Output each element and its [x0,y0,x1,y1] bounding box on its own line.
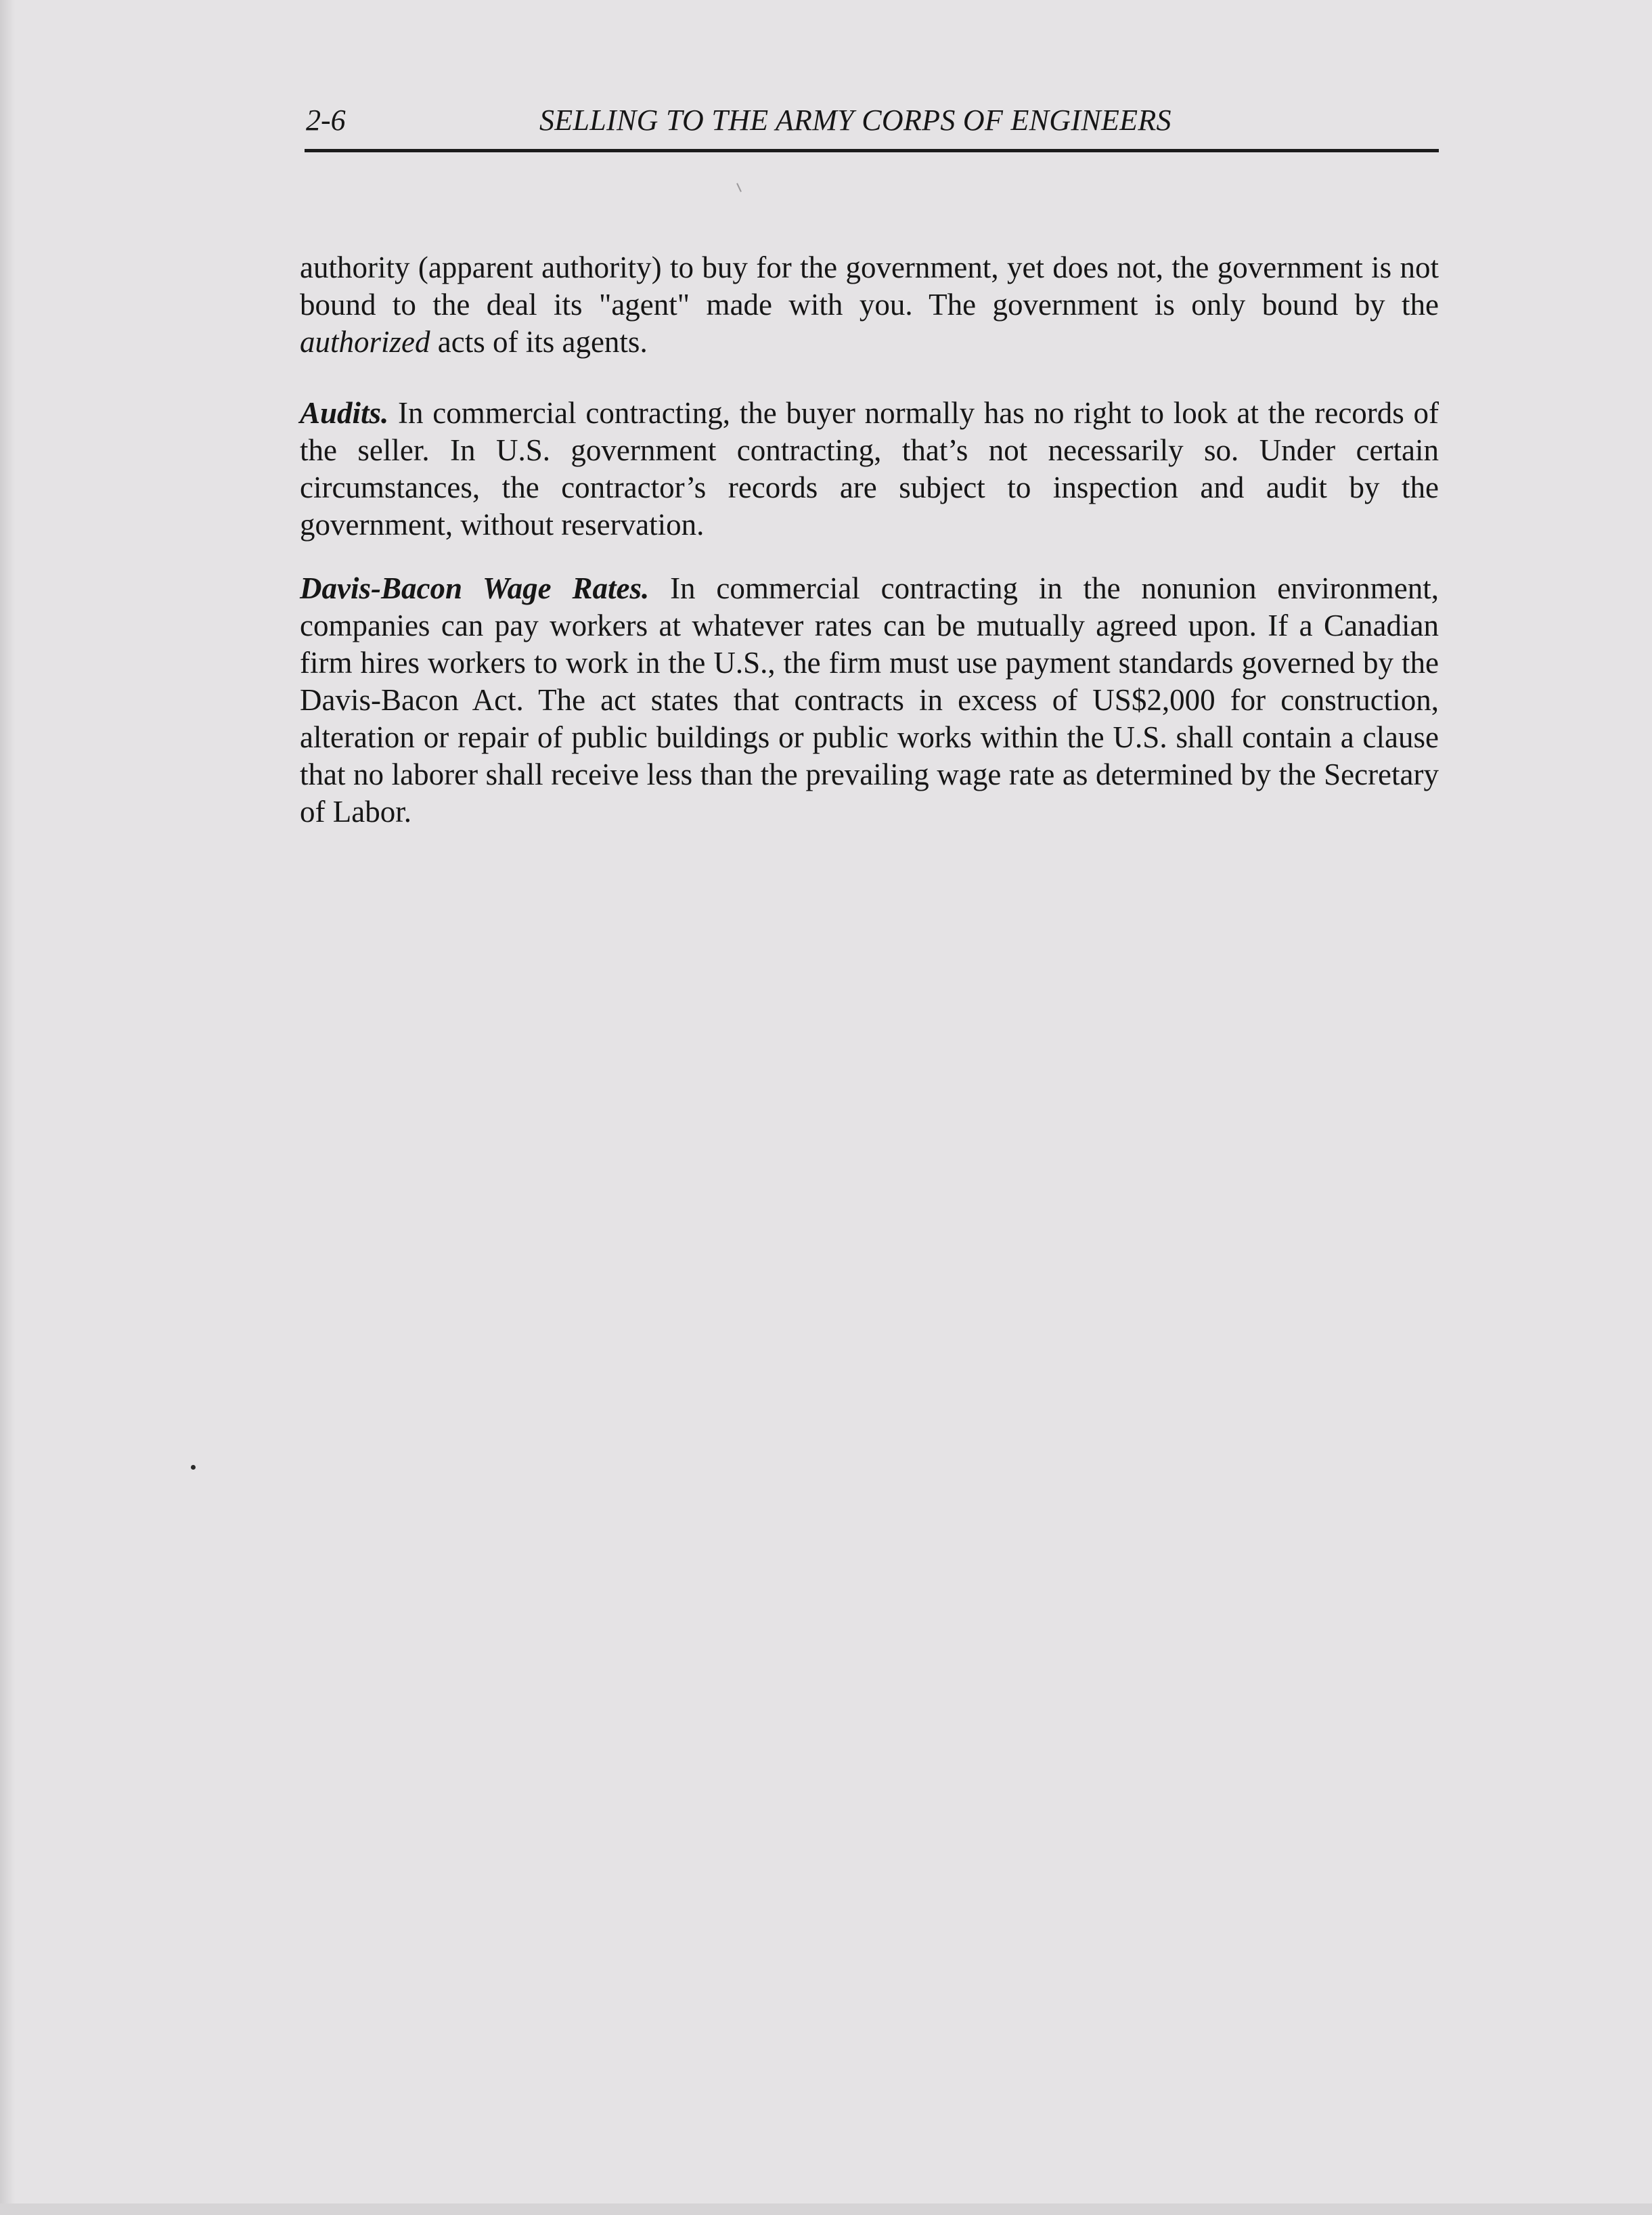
page-bottom-edge [0,2203,1652,2215]
paragraph-authority [300,249,1439,361]
paragraph-audits [300,395,1439,544]
paragraph-text: authority (apparent authority) to buy for the government, yet does not, the government is not bound to the deal its "agent" made with you. The government is only bound by the [300,250,1439,322]
paragraph-heading: Audits. [300,396,389,430]
running-head: SELLING TO THE ARMY CORPS OF ENGINEERS [539,104,1171,137]
stray-mark [736,183,742,192]
page-header [305,99,1439,152]
stray-dot [191,1465,196,1470]
paragraph-davis-bacon [300,570,1439,831]
paragraph-text: In commercial contracting, the buyer normally has no right to look at the records of the seller. In U.S. government contracting, that’s not necessarily so. Under certain circumstances, the contractor’s records are subject to inspection and audit by the government, without reservation. [300,396,1439,542]
page-number: 2-6 [306,104,346,137]
page-left-edge [0,0,15,2215]
paragraph-text: In commercial contracting in the nonunion environment, companies can pay workers at whatever rates can be mutually agreed upon. If a Canadian firm hires workers to work in the U.S., the firm must use payment standards governed by the Davis-Bacon Act. The act states that contracts in excess of US$2,000 for construction, alteration or repair of public buildings or public works within the U.S. shall contain a clause that no laborer shall receive less than the prevailing wage rate as determined by the Secretary of Labor. [300,571,1439,829]
body-text [300,249,1439,831]
paragraph-text: acts of its agents. [430,325,648,359]
emphasis-text: authorized [300,325,430,359]
paragraph-heading: Davis-Bacon Wage Rates. [300,571,650,605]
